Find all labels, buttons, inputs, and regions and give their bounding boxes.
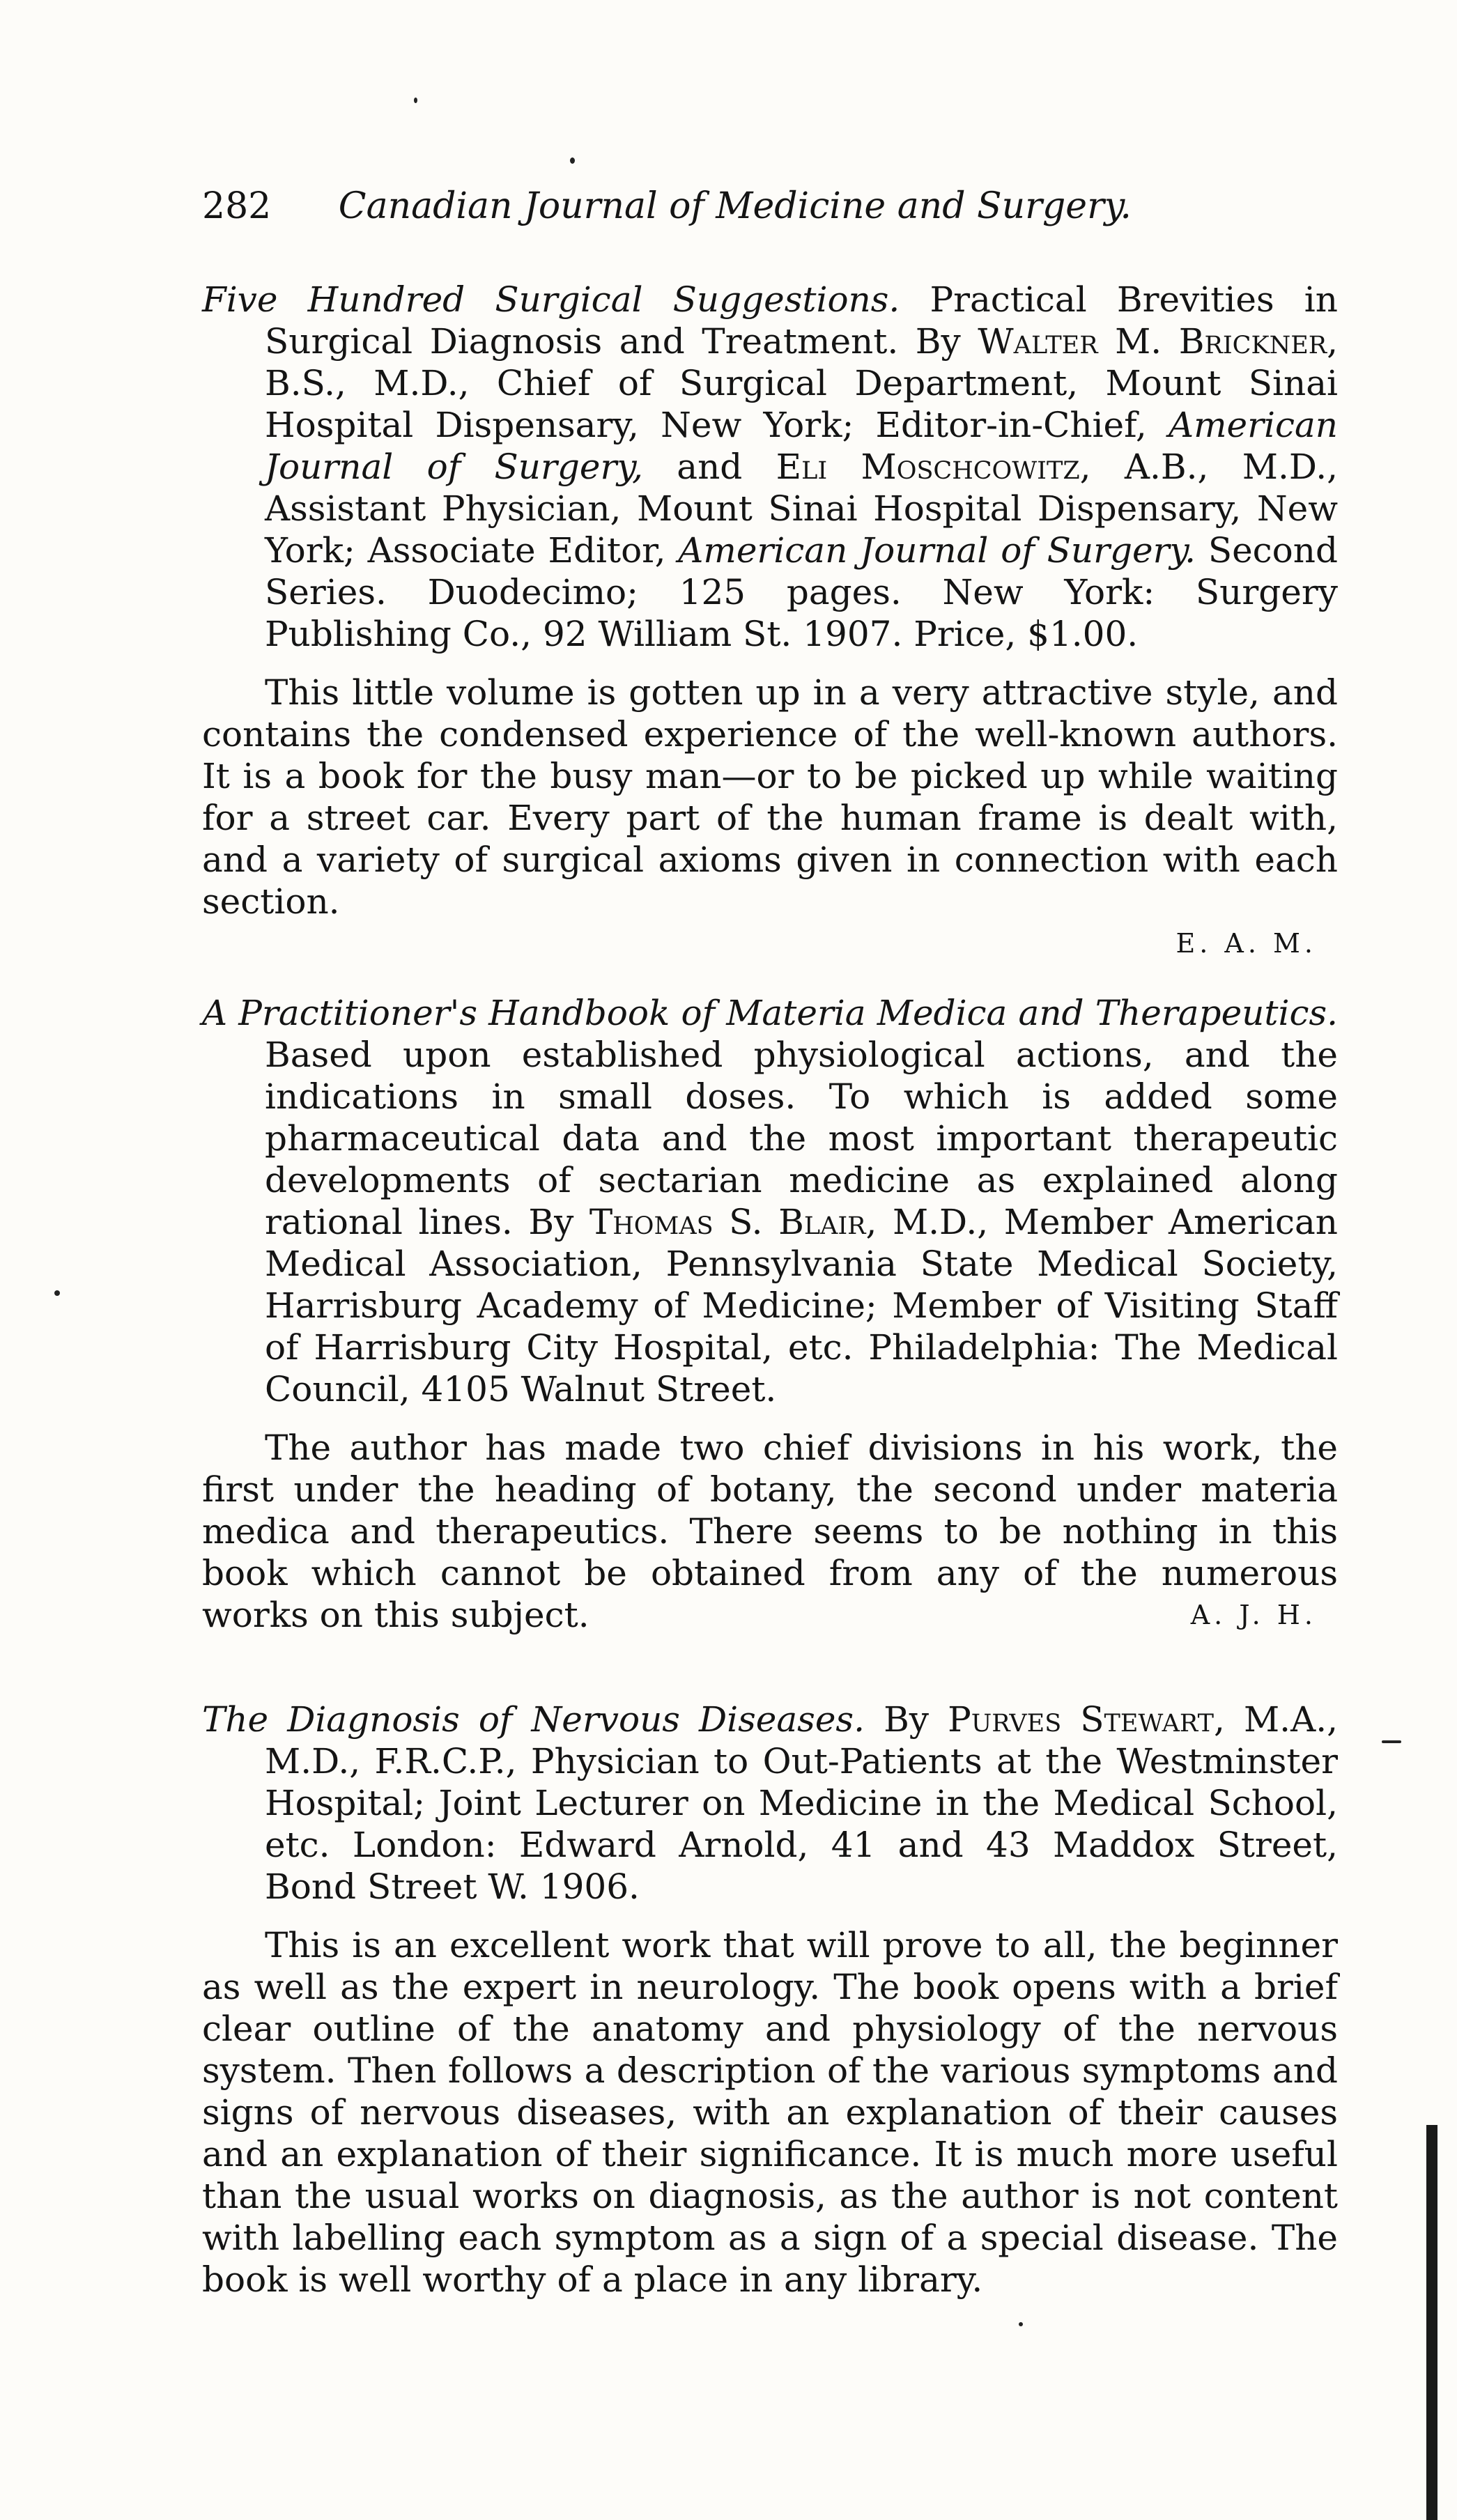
- review-brickner: [202, 279, 1338, 964]
- review-blair: [202, 992, 1338, 1636]
- author-name: Walter M. Brickner,: [978, 321, 1339, 362]
- review-citation: [202, 1699, 1338, 1908]
- page-content: [202, 279, 1338, 2328]
- running-title: Canadian Journal of Medicine and Surgery.: [338, 185, 1132, 227]
- review-body: This is an excellent work that will prove to all, the beginner as well as the expert in neurology. The book opens with a brief clear outline of the anatomy and physiology of the nervous system. Then follows a description of the various symptoms and signs of nervous diseases, with an explanation of their causes and an explanation of their significance. It is much more useful than the usual works on diagnosis, as the author is not content with labelling each symptom as a sign of a special disease. The book is well worthy of a place in any library.: [202, 1925, 1338, 2300]
- citation-text: Second Series. Duodecimo; 125 pages. New York: Surgery Publishing Co., 92 William St. 1907. Price, $1.00.: [265, 530, 1338, 654]
- page-header: [202, 185, 1178, 227]
- book-title: The Diagnosis of Nervous Diseases.: [202, 1699, 865, 1740]
- citation-text: M.D., Member American Medical Association, Pennsylvania State Medical Society, Harrisburg Academy of Medicine; Member of Visiting Staff of Harrisburg City Hospital, etc. Philadelphia: The Medical Council, 4105 Walnut Street.: [265, 1202, 1338, 1409]
- binding-shadow: [1426, 2125, 1437, 2520]
- review-stewart: [202, 1699, 1338, 2301]
- citation-text: M.A., M.D., F.R.C.P., Physician to Out-Patients at the Westminster Hospital; Joint Lecturer on Medicine in the Medical School, etc. London: Edward Arnold, 41 and 43 Maddox Street, Bond Street W. 1906.: [265, 1699, 1338, 1907]
- review-body: This little volume is gotten up in a very attractive style, and contains the condensed experience of the well-known authors. It is a book for the busy man—or to be picked up while waiting for a street car. Every part of the human frame is dealt with, and a variety of surgical axioms given in connection with each section.: [202, 672, 1338, 922]
- print-speck: [570, 157, 575, 164]
- citation-text: Based upon established physiological actions, and the indications in small doses. To which is added some pharmaceutical data and the most important therapeutic developments of sectarian medicine as explained along rational lines. By: [265, 1035, 1338, 1242]
- reviewer-signature: E. A. M.: [1175, 928, 1317, 959]
- author-name: Purves Stewart,: [948, 1699, 1225, 1740]
- book-title: Five Hundred Surgical Suggestions.: [202, 279, 900, 320]
- author-name: Thomas S. Blair,: [589, 1202, 877, 1242]
- print-speck: [414, 98, 417, 103]
- reviewer-signature: A. J. H.: [1190, 1600, 1317, 1630]
- review-citation: [202, 279, 1338, 655]
- citation-text: A.B., M.D., Assistant Physician, Mount Sinai Hospital Dispensary, New York; Associate Editor,: [265, 447, 1338, 571]
- review-body-text: The author has made two chief divisions in his work, the first under the heading of botany, the second under materia medica and therapeutics. There seems to be nothing in this book which cannot be obtained from any of the numerous works on this subject.: [202, 1428, 1338, 1635]
- review-citation: [202, 992, 1338, 1410]
- print-speck: [1019, 2322, 1023, 2326]
- print-speck: [1382, 1740, 1401, 1743]
- citation-text: By: [864, 1699, 948, 1740]
- author-name: Eli Moschcowitz,: [776, 447, 1091, 487]
- page-number: 282: [202, 185, 272, 227]
- review-body: [202, 1427, 1338, 1636]
- section-gap: [202, 1664, 1338, 1699]
- citation-text: B.S., M.D., Chief of Surgical Department, Mount Sinai Hospital Dispensary, New York; Editor-in-Chief,: [265, 363, 1338, 445]
- citation-text: and: [642, 447, 776, 487]
- print-speck: [54, 1290, 60, 1296]
- citation-text: Practical Brevities in Surgical Diagnosis and Treatment. By: [265, 279, 1338, 362]
- book-title: A Practitioner's Handbook of Materia Medica and Therapeutics.: [202, 993, 1338, 1033]
- journal-name: American Journal of Surgery.: [678, 530, 1196, 571]
- journal-name: American Journal of Surgery,: [265, 405, 1338, 487]
